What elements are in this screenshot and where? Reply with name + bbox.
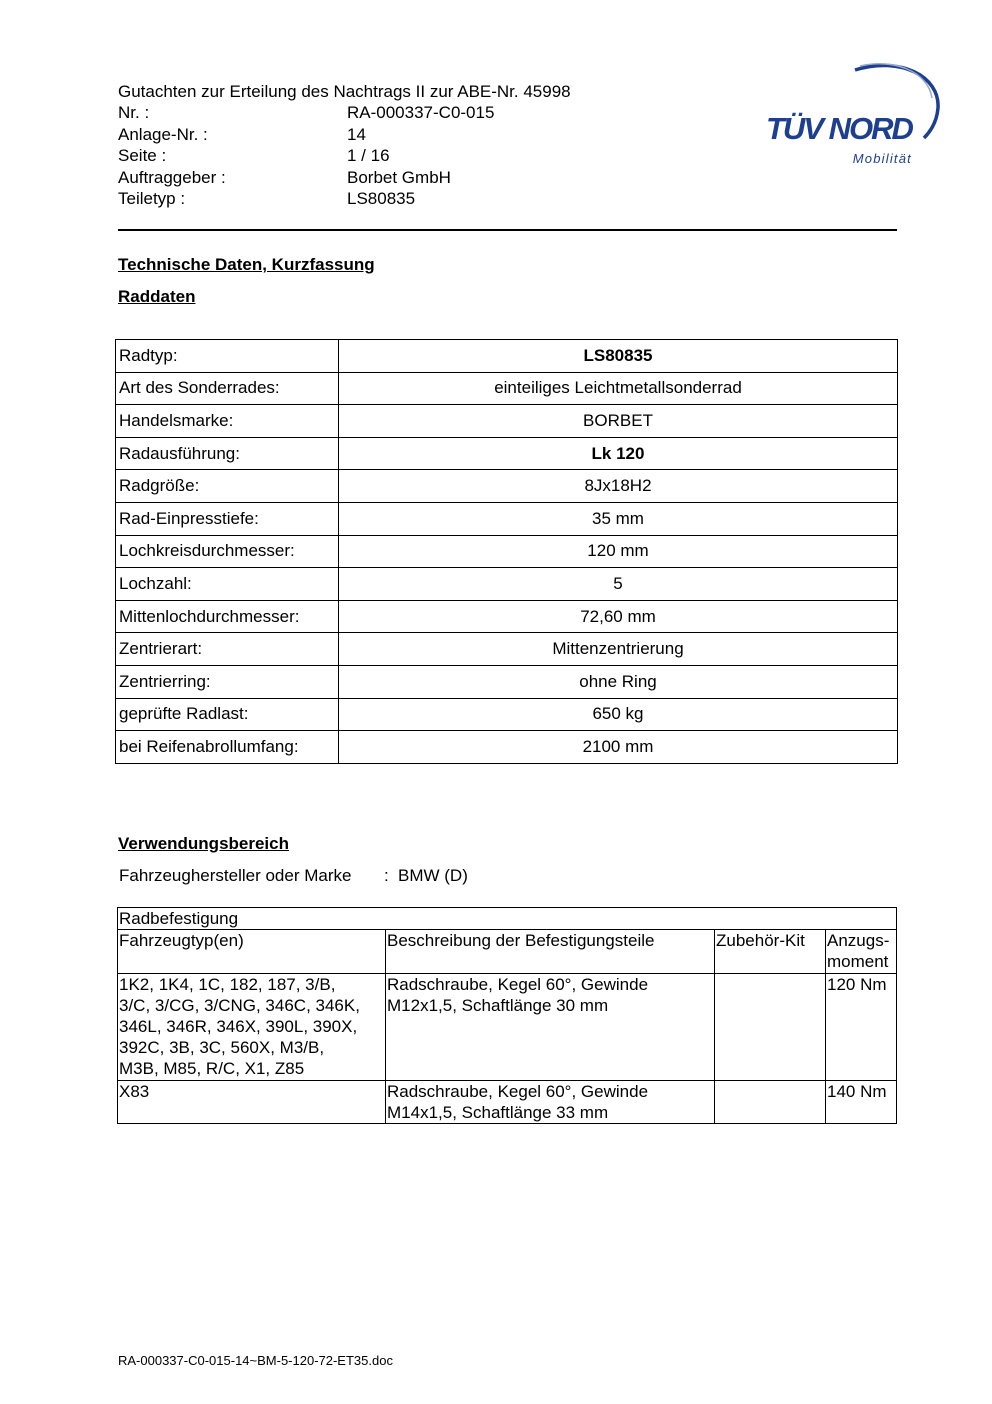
row-value: einteiliges Leichtmetallsonderrad [339, 372, 898, 405]
vehicle-maker-line [119, 866, 468, 886]
table-row [116, 502, 898, 535]
fastener-description-cell: Radschraube, Kegel 60°, Gewinde M12x1,5, Schaftlänge 30 mm [386, 973, 715, 1080]
row-label: Art des Sonderrades: [116, 372, 339, 405]
maker-separator: : [384, 866, 389, 885]
document-header [118, 81, 571, 209]
accessory-kit-cell [715, 973, 826, 1080]
row-label: Radtyp: [116, 340, 339, 373]
row-label: Radgröße: [116, 470, 339, 503]
torque-cell: 120 Nm [826, 973, 897, 1080]
table-row [116, 731, 898, 764]
row-label: bei Reifenabrollumfang: [116, 731, 339, 764]
row-value: 5 [339, 568, 898, 601]
fastener-description-cell: Radschraube, Kegel 60°, Gewinde M14x1,5, Schaftlänge 33 mm [386, 1080, 715, 1123]
table-title-row [118, 908, 897, 930]
raddaten-table [115, 339, 898, 764]
table-row [116, 405, 898, 438]
header-field-teiletyp [118, 188, 571, 209]
row-value: BORBET [339, 405, 898, 438]
row-value: LS80835 [339, 340, 898, 373]
row-label: Zentrierart: [116, 633, 339, 666]
row-value: Lk 120 [339, 437, 898, 470]
row-value: 8Jx18H2 [339, 470, 898, 503]
row-label: Radausführung: [116, 437, 339, 470]
column-header: Beschreibung der Befestigungsteile [386, 930, 715, 973]
header-value: Borbet GmbH [347, 167, 451, 187]
table-row [116, 568, 898, 601]
table-row [116, 535, 898, 568]
section-subtitle-raddaten: Raddaten [118, 287, 196, 306]
header-value: 14 [347, 124, 366, 144]
header-field-nr [118, 102, 571, 123]
accessory-kit-cell [715, 1080, 826, 1123]
table-row [116, 633, 898, 666]
section-title-verwendungsbereich: Verwendungsbereich [118, 834, 289, 853]
table-row [116, 665, 898, 698]
vehicle-types-cell: 1K2, 1K4, 1C, 182, 187, 3/B, 3/C, 3/CG, 3/CNG, 346C, 346K, 346L, 346R, 346X, 390L, 390X, 392C, 3B, 3C, 560X, M3/B, M3B, M85, R/C, X1, Z85 [118, 973, 386, 1080]
header-label: Anlage-Nr. : [118, 124, 208, 144]
table-row [116, 340, 898, 373]
header-field-anlage [118, 124, 571, 145]
table-row [116, 372, 898, 405]
header-value: 1 / 16 [347, 146, 390, 166]
maker-value: BMW (D) [398, 866, 468, 885]
header-label: Seite : [118, 146, 167, 166]
header-field-seite [118, 145, 571, 166]
row-label: Rad-Einpresstiefe: [116, 502, 339, 535]
row-label: Handelsmarke: [116, 405, 339, 438]
row-value: 2100 mm [339, 731, 898, 764]
header-label: Teiletyp : [118, 189, 186, 209]
vehicle-types-cell: X83 [118, 1080, 386, 1123]
document-title: Gutachten zur Erteilung des Nachtrags II zur ABE-Nr. 45998 [118, 82, 571, 101]
row-value: 35 mm [339, 502, 898, 535]
header-label: Nr. : [118, 103, 150, 123]
header-divider [118, 229, 897, 231]
radbefestigung-table [117, 907, 897, 1124]
table-title: Radbefestigung [118, 908, 897, 930]
table-row [116, 698, 898, 731]
table-header-row [118, 930, 897, 973]
section-title-technische-daten: Technische Daten, Kurzfassung [118, 255, 375, 274]
table-row [118, 1080, 897, 1123]
column-header: Zubehör-Kit [715, 930, 826, 973]
row-label: geprüfte Radlast: [116, 698, 339, 731]
row-label: Lochzahl: [116, 568, 339, 601]
tuv-nord-logo [760, 58, 945, 173]
header-label: Auftraggeber : [118, 167, 226, 187]
table-row [116, 437, 898, 470]
row-value: 650 kg [339, 698, 898, 731]
row-value: 72,60 mm [339, 600, 898, 633]
column-header: Fahrzeugtyp(en) [118, 930, 386, 973]
row-label: Lochkreisdurchmesser: [116, 535, 339, 568]
header-value: LS80835 [347, 189, 416, 209]
table-row [118, 973, 897, 1080]
torque-cell: 140 Nm [826, 1080, 897, 1123]
row-label: Zentrierring: [116, 665, 339, 698]
header-field-auftraggeber [118, 167, 571, 188]
column-header: Anzugs- moment [826, 930, 897, 973]
table-row [116, 470, 898, 503]
row-label: Mittenlochdurchmesser: [116, 600, 339, 633]
maker-label: Fahrzeughersteller oder Marke [119, 866, 352, 885]
header-value: RA-000337-C0-015 [347, 103, 495, 123]
row-value: 120 mm [339, 535, 898, 568]
logo-sub-text: Mobilität [852, 151, 912, 166]
logo-brand-text: TÜV NORD [766, 111, 912, 146]
footer-filename: RA-000337-C0-015-14~BM-5-120-72-ET35.doc [118, 1353, 393, 1368]
table-row [116, 600, 898, 633]
row-value: Mittenzentrierung [339, 633, 898, 666]
row-value: ohne Ring [339, 665, 898, 698]
